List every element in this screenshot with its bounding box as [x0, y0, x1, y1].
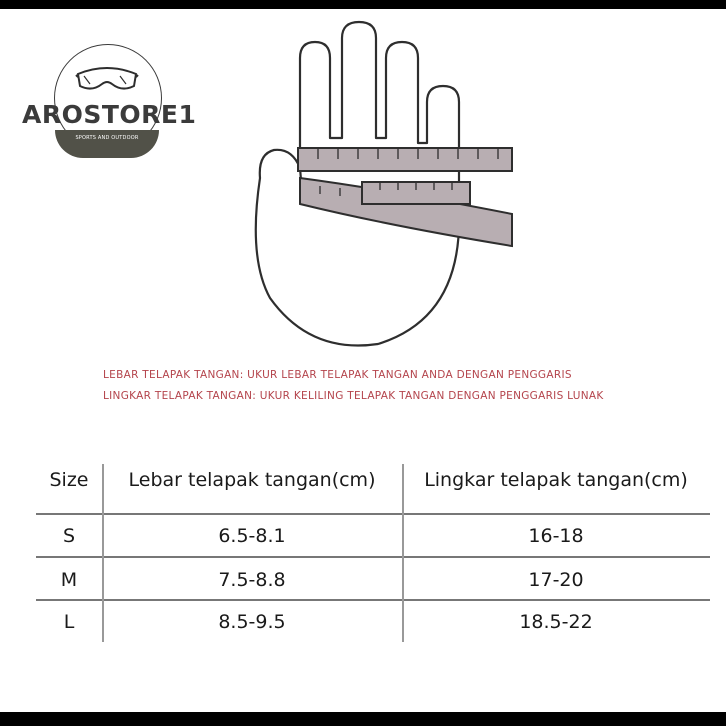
- circumference-cell: 18.5-22: [519, 611, 593, 633]
- circumference-cell: 16-18: [528, 525, 584, 547]
- header-palm-width: Lebar telapak tangan(cm): [128, 469, 376, 491]
- width-cell: 6.5-8.1: [218, 525, 286, 547]
- table-row: [36, 512, 710, 560]
- goggles-icon: [74, 64, 140, 94]
- width-instruction: LEBAR TELAPAK TANGAN: UKUR LEBAR TELAPAK TANGAN ANDA DENGAN PENGGARIS: [103, 369, 572, 381]
- column-divider: [102, 464, 104, 642]
- top-border-bar: [0, 0, 726, 9]
- width-cell: 8.5-9.5: [218, 611, 286, 633]
- brand-name: AROSTORE1: [22, 100, 197, 129]
- hand-illustration: [230, 18, 530, 358]
- table-row: [36, 556, 710, 604]
- table-row: [36, 598, 710, 646]
- ruler-icon: [298, 148, 512, 171]
- width-cell: 7.5-8.8: [218, 569, 286, 591]
- bottom-border-bar: [0, 712, 726, 726]
- size-cell: S: [62, 525, 76, 547]
- header-size: Size: [49, 469, 89, 491]
- circumference-cell: 17-20: [528, 569, 584, 591]
- brand-logo: [22, 44, 197, 166]
- brand-tagline: SPORTS AND OUTDOOR: [75, 135, 139, 141]
- table-header-row: [36, 456, 710, 504]
- size-cell: M: [60, 569, 78, 591]
- circumference-instruction: LINGKAR TELAPAK TANGAN: UKUR KELILING TELAPAK TANGAN DENGAN PENGGARIS LUNAK: [103, 390, 604, 402]
- column-divider: [402, 464, 404, 642]
- logo-tagline-banner: [55, 130, 159, 158]
- size-cell: L: [63, 611, 75, 633]
- header-palm-circumference: Lingkar telapak tangan(cm): [424, 469, 688, 491]
